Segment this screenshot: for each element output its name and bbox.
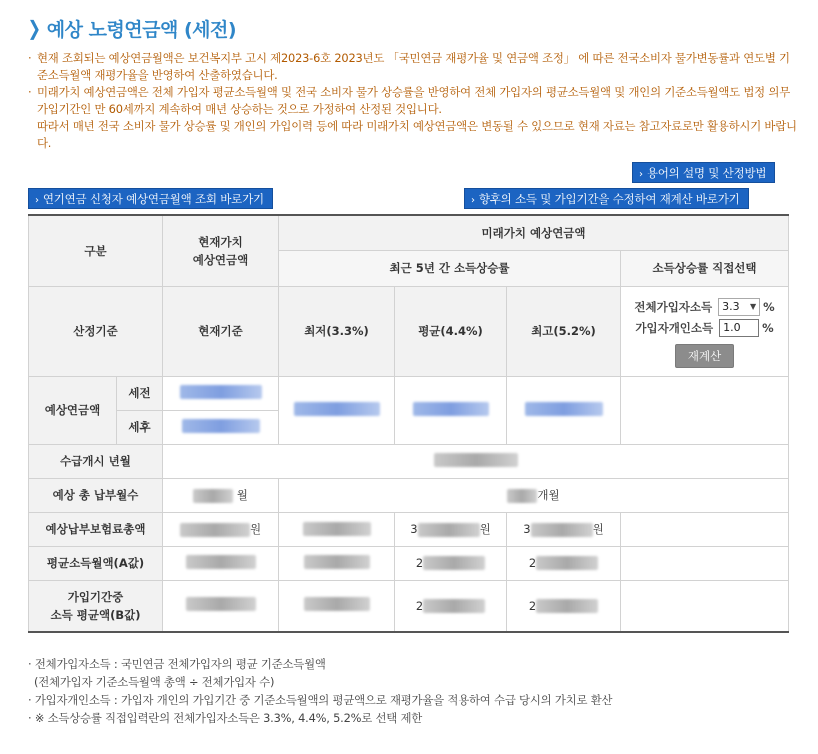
total-months-label: 예상 총 납부월수 [29, 478, 163, 512]
redacted-value [423, 599, 485, 613]
redacted-value [536, 556, 598, 570]
all-income-control: 전체가입자소득 3.3 ▼ % [634, 299, 775, 314]
redacted-value [303, 522, 371, 536]
direct-select-controls [621, 286, 789, 376]
pension-table: 구분 현재가치 예상연금액 미래가치 예상연금액 최근 5년 간 소득상승률 소득상승률 직접선택 산정기준 현재기준 최저(3.3%) 평균(4.4%) 최고(5.2%) 전체가입자소득 3.3 ▼ % 가입자개인소득 1.0 % 재계산 예상연금액 세전 세후 수급개시 년월 예상 총 납부월수 월 개월 예상납부보험료총액 원 3 원 3 원 평균소득월액(A값) 2 2 가입기간중 소득 평균액(B값) 2 2 [28, 214, 789, 633]
col-high-label: 최고(5.2%) [507, 286, 621, 376]
redacted-value [304, 597, 370, 611]
header-direct-select: 소득상승률 직접선택 [621, 250, 789, 286]
arrow-right-icon: › [35, 195, 39, 206]
notice-item: · 현재 조회되는 예상연금월액은 보건복지부 고시 제2023-6호 2023년도 「국민연금 재평가율 및 연금액 조정」 에 따른 전국소비자 물가변동률과 연도별 기준소득월액 재평가율을 반영하여 산출하였습니다. [28, 51, 790, 82]
notice-text: 미래가치 예상연금액은 전체 가입자 평균소득월액 및 전국 소비자 물가 상승률을 반영하여 전체 가입자의 평균소득월액 및 개인의 기준소득월액도 법정 의무가입기간인 만 60세까지 계속하여 매년 상승하는 것으로 가정하여 산정된 것입니다. [37, 85, 790, 116]
header-current-value: 현재가치 예상연금액 [163, 215, 279, 286]
total-premium-label: 예상납부보험료총액 [29, 512, 163, 546]
notice-block [28, 50, 800, 152]
redacted-value [531, 523, 593, 537]
redacted-value [423, 556, 485, 570]
redacted-value [434, 453, 518, 467]
arrow-right-icon: › [639, 169, 643, 180]
page-title-text: 예상 노령연금액 (세전) [46, 18, 237, 41]
page-title [26, 14, 236, 42]
title-chevron-icon: ❯ [27, 16, 42, 40]
individual-income-rate-input[interactable]: 1.0 [719, 319, 759, 337]
redacted-value [507, 489, 537, 503]
arrow-right-icon: › [471, 195, 475, 206]
redacted-value [186, 597, 256, 611]
early-pension-link-button[interactable]: › 연기연금 신청자 예상연금월액 조회 바로가기 [28, 188, 273, 209]
redacted-value [186, 555, 256, 569]
footnote-item: · ※ 소득상승률 직접입력란의 전체가입자소득은 3.3%, 4.4%, 5.2%로 선택 제한 [28, 711, 423, 725]
redacted-value [304, 555, 370, 569]
header-future-value: 미래가치 예상연금액 [279, 215, 789, 250]
header-recent5: 최근 5년 간 소득상승률 [279, 250, 621, 286]
start-month-label: 수급개시 년월 [29, 444, 163, 478]
expected-pension-label: 예상연금액 [29, 376, 117, 444]
header-category: 구분 [29, 215, 163, 286]
post-tax-label: 세후 [117, 410, 163, 444]
redacted-value [413, 402, 489, 416]
redacted-value [418, 523, 480, 537]
current-basis-label: 현재기준 [163, 286, 279, 376]
chevron-down-icon: ▼ [749, 302, 757, 311]
redacted-value [193, 489, 233, 503]
notice-continuation: 따라서 매년 전국 소비자 물가 상승률 및 개인의 가입이력 등에 따라 미래가치 예상연금액은 변동될 수 있으므로 현재 자료는 참고자료로만 활용하시기 바랍니다. [37, 119, 797, 150]
individual-income-control: 가입자개인소득 1.0 % [635, 320, 774, 335]
redacted-value [180, 385, 262, 399]
recalculate-future-link-button[interactable]: › 향후의 소득 및 가입기간을 수정하여 재계산 바로가기 [464, 188, 749, 209]
b-value-label: 가입기간중 소득 평균액(B값) [29, 580, 163, 632]
redacted-value [294, 402, 380, 416]
redacted-value [525, 402, 603, 416]
footnotes [28, 655, 800, 727]
recalculate-button[interactable]: 재계산 [675, 344, 734, 368]
terms-explanation-button[interactable]: › 용어의 설명 및 산정방법 [632, 162, 775, 183]
col-avg-label: 평균(4.4%) [395, 286, 507, 376]
redacted-value [180, 523, 250, 537]
col-low-label: 최저(3.3%) [279, 286, 395, 376]
redacted-value [182, 419, 260, 433]
all-income-rate-select[interactable]: 3.3 ▼ [718, 298, 760, 316]
footnote-item: (전체가입자 기준소득월액 총액 ÷ 전체가입자 수) [34, 675, 275, 689]
notice-item: · 미래가치 예상연금액은 전체 가입자 평균소득월액 및 전국 소비자 물가 상승률을 반영하여 전체 가입자의 평균소득월액 및 개인의 기준소득월액도 법정 의무가입기간인 만 60세까지 계속하여 매년 상승하는 것으로 가정하여 산정된 것입니다. [28, 85, 790, 116]
footnote-item: · 전체가입자소득 : 국민연금 전체가입자의 평균 기준소득월액 [28, 657, 326, 671]
footnote-item: · 가입자개인소득 : 가입자 개인의 가입기간 중 기준소득월액의 평균액으로 재평가율을 적용하여 수급 당시의 가치로 환산 [28, 693, 613, 707]
avg-income-label: 평균소득월액(A값) [29, 546, 163, 580]
notice-text: 현재 조회되는 예상연금월액은 보건복지부 고시 제2023-6호 2023년도 「국민연금 재평가율 및 연금액 조정」 에 따른 전국소비자 물가변동률과 연도별 기준소득월액 재평가율을 반영하여 산출하였습니다. [37, 51, 790, 82]
redacted-value [536, 599, 598, 613]
pre-tax-label: 세전 [117, 376, 163, 410]
row-basis-label: 산정기준 [29, 286, 163, 376]
